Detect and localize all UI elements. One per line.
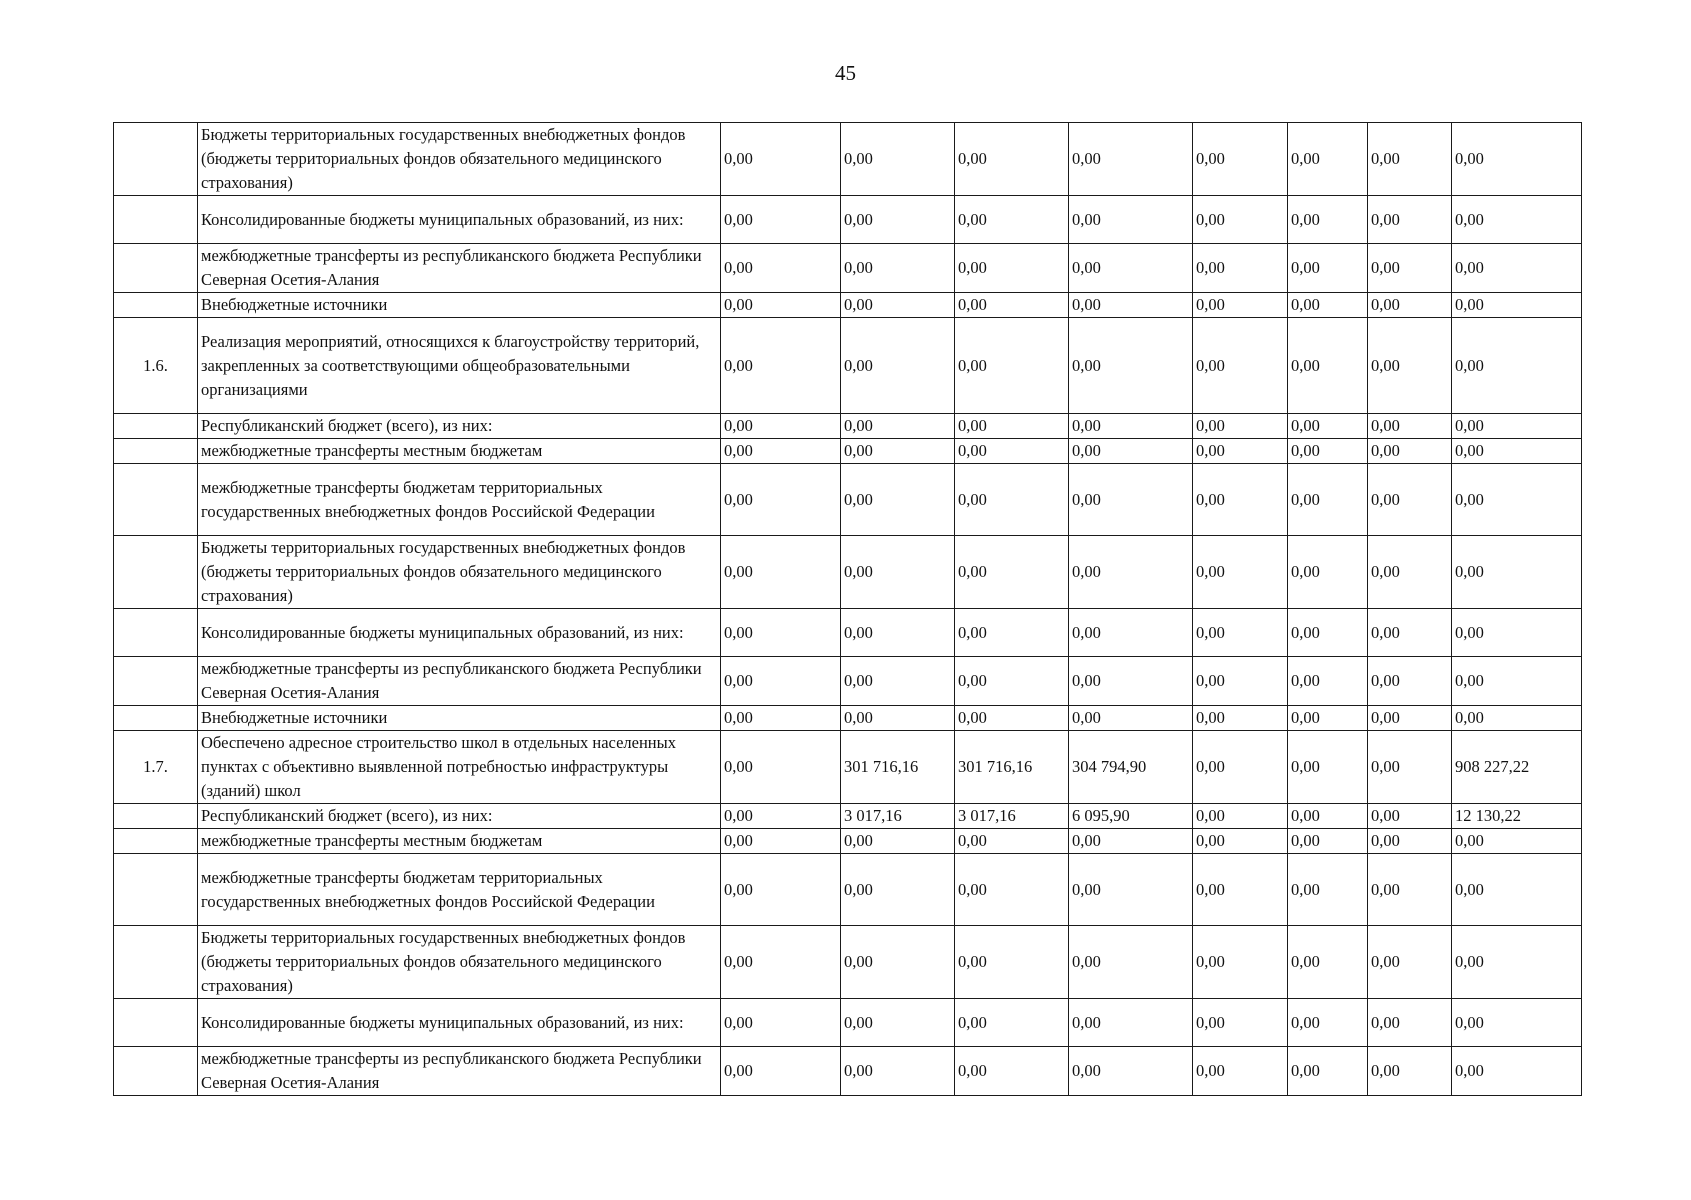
value-cell: 0,00 [1368, 854, 1452, 926]
table-row [114, 293, 1582, 318]
value-cell: 0,00 [1452, 318, 1582, 414]
row-number-cell [114, 609, 198, 657]
value-cell: 0,00 [1288, 414, 1368, 439]
value-cell: 0,00 [841, 318, 955, 414]
value-cell: 0,00 [1368, 123, 1452, 196]
row-description-cell: межбюджетные трансферты бюджетам территориальных государственных внебюджетных фондов Российской Федерации [198, 854, 721, 926]
value-cell: 0,00 [1452, 414, 1582, 439]
value-cell: 0,00 [1368, 829, 1452, 854]
row-number-cell [114, 829, 198, 854]
table-body [114, 123, 1582, 1096]
row-description-cell: Консолидированные бюджеты муниципальных образований, из них: [198, 609, 721, 657]
value-cell: 0,00 [955, 293, 1069, 318]
value-cell: 0,00 [1193, 244, 1288, 293]
row-description-cell: Бюджеты территориальных государственных внебюджетных фондов (бюджеты территориальных фондов обязательного медицинского страхования) [198, 123, 721, 196]
value-cell: 0,00 [721, 244, 841, 293]
table-row [114, 804, 1582, 829]
value-cell: 0,00 [721, 536, 841, 609]
row-number-cell [114, 244, 198, 293]
value-cell: 0,00 [1288, 196, 1368, 244]
value-cell: 0,00 [1368, 731, 1452, 804]
value-cell: 0,00 [1193, 999, 1288, 1047]
row-number-cell [114, 123, 198, 196]
row-number-cell [114, 804, 198, 829]
value-cell: 0,00 [1368, 414, 1452, 439]
value-cell: 0,00 [1193, 318, 1288, 414]
row-number-cell [114, 706, 198, 731]
table-row [114, 706, 1582, 731]
table-row [114, 829, 1582, 854]
value-cell: 6 095,90 [1069, 804, 1193, 829]
row-number-cell [114, 293, 198, 318]
value-cell: 12 130,22 [1452, 804, 1582, 829]
value-cell: 0,00 [721, 414, 841, 439]
value-cell: 0,00 [1193, 731, 1288, 804]
table-row [114, 1047, 1582, 1096]
value-cell: 0,00 [1368, 609, 1452, 657]
value-cell: 0,00 [1069, 657, 1193, 706]
row-description-cell: Консолидированные бюджеты муниципальных образований, из них: [198, 196, 721, 244]
value-cell: 0,00 [1288, 829, 1368, 854]
value-cell: 0,00 [1069, 829, 1193, 854]
value-cell: 0,00 [955, 926, 1069, 999]
value-cell: 0,00 [955, 244, 1069, 293]
value-cell: 0,00 [1193, 196, 1288, 244]
row-number-cell [114, 926, 198, 999]
value-cell: 0,00 [1288, 244, 1368, 293]
value-cell: 0,00 [1452, 123, 1582, 196]
row-description-cell: межбюджетные трансферты местным бюджетам [198, 439, 721, 464]
value-cell: 0,00 [721, 926, 841, 999]
value-cell: 0,00 [841, 293, 955, 318]
row-description-cell: Внебюджетные источники [198, 706, 721, 731]
value-cell: 0,00 [1368, 1047, 1452, 1096]
value-cell: 0,00 [721, 196, 841, 244]
value-cell: 0,00 [1069, 414, 1193, 439]
value-cell: 0,00 [1368, 999, 1452, 1047]
value-cell: 0,00 [1069, 244, 1193, 293]
value-cell: 0,00 [1452, 293, 1582, 318]
value-cell: 0,00 [1193, 926, 1288, 999]
value-cell: 0,00 [1193, 609, 1288, 657]
value-cell: 0,00 [841, 464, 955, 536]
value-cell: 0,00 [1368, 293, 1452, 318]
table-row [114, 926, 1582, 999]
value-cell: 0,00 [955, 536, 1069, 609]
row-description-cell: межбюджетные трансферты бюджетам территориальных государственных внебюджетных фондов Российской Федерации [198, 464, 721, 536]
row-number-cell [114, 999, 198, 1047]
value-cell: 0,00 [721, 999, 841, 1047]
value-cell: 0,00 [1193, 1047, 1288, 1096]
value-cell: 0,00 [955, 439, 1069, 464]
value-cell: 0,00 [1288, 999, 1368, 1047]
table-row [114, 123, 1582, 196]
row-description-cell: Внебюджетные источники [198, 293, 721, 318]
table-row [114, 609, 1582, 657]
value-cell: 0,00 [1069, 123, 1193, 196]
value-cell: 0,00 [721, 706, 841, 731]
value-cell: 0,00 [1288, 293, 1368, 318]
value-cell: 0,00 [955, 414, 1069, 439]
value-cell: 0,00 [1452, 439, 1582, 464]
value-cell: 0,00 [1069, 999, 1193, 1047]
value-cell: 0,00 [721, 318, 841, 414]
value-cell: 301 716,16 [955, 731, 1069, 804]
value-cell: 0,00 [841, 244, 955, 293]
value-cell: 0,00 [955, 464, 1069, 536]
value-cell: 0,00 [1288, 536, 1368, 609]
row-description-cell: межбюджетные трансферты местным бюджетам [198, 829, 721, 854]
value-cell: 0,00 [721, 657, 841, 706]
value-cell: 0,00 [1288, 657, 1368, 706]
value-cell: 304 794,90 [1069, 731, 1193, 804]
value-cell: 0,00 [721, 123, 841, 196]
table-row [114, 196, 1582, 244]
value-cell: 0,00 [721, 854, 841, 926]
row-number-cell [114, 464, 198, 536]
value-cell: 0,00 [1193, 657, 1288, 706]
table-row [114, 854, 1582, 926]
row-description-cell: Республиканский бюджет (всего), из них: [198, 804, 721, 829]
row-description-cell: Консолидированные бюджеты муниципальных образований, из них: [198, 999, 721, 1047]
row-description-cell: Обеспечено адресное строительство школ в отдельных населенных пунктах с объективно выявленной потребностью инфраструктуры (зданий) школ [198, 731, 721, 804]
row-description-cell: Бюджеты территориальных государственных внебюджетных фондов (бюджеты территориальных фондов обязательного медицинского страхования) [198, 926, 721, 999]
value-cell: 0,00 [1193, 854, 1288, 926]
value-cell: 0,00 [841, 999, 955, 1047]
value-cell: 3 017,16 [841, 804, 955, 829]
value-cell: 0,00 [1368, 196, 1452, 244]
value-cell: 0,00 [721, 464, 841, 536]
value-cell: 908 227,22 [1452, 731, 1582, 804]
value-cell: 0,00 [1069, 464, 1193, 536]
row-description-cell: Реализация мероприятий, относящихся к благоустройству территорий, закрепленных за соответствующими общеобразовательными организациями [198, 318, 721, 414]
value-cell: 0,00 [955, 609, 1069, 657]
value-cell: 0,00 [841, 926, 955, 999]
value-cell: 0,00 [1288, 609, 1368, 657]
value-cell: 0,00 [841, 414, 955, 439]
value-cell: 3 017,16 [955, 804, 1069, 829]
row-number-cell [114, 1047, 198, 1096]
value-cell: 0,00 [841, 536, 955, 609]
value-cell: 0,00 [1368, 464, 1452, 536]
value-cell: 0,00 [1069, 439, 1193, 464]
value-cell: 0,00 [841, 657, 955, 706]
value-cell: 0,00 [1193, 829, 1288, 854]
value-cell: 0,00 [1288, 464, 1368, 536]
table-row [114, 999, 1582, 1047]
row-description-cell: межбюджетные трансферты из республиканского бюджета Республики Северная Осетия-Алания [198, 657, 721, 706]
value-cell: 0,00 [1288, 1047, 1368, 1096]
value-cell: 0,00 [955, 706, 1069, 731]
value-cell: 0,00 [721, 293, 841, 318]
row-number-cell [114, 196, 198, 244]
value-cell: 0,00 [1288, 123, 1368, 196]
value-cell: 0,00 [1193, 123, 1288, 196]
value-cell: 0,00 [721, 439, 841, 464]
value-cell: 0,00 [1368, 706, 1452, 731]
value-cell: 0,00 [1288, 318, 1368, 414]
value-cell: 0,00 [1452, 464, 1582, 536]
value-cell: 0,00 [1288, 439, 1368, 464]
row-description-cell: межбюджетные трансферты из республиканского бюджета Республики Северная Осетия-Алания [198, 244, 721, 293]
value-cell: 0,00 [1452, 829, 1582, 854]
value-cell: 0,00 [955, 854, 1069, 926]
value-cell: 0,00 [955, 829, 1069, 854]
table-row [114, 657, 1582, 706]
value-cell: 0,00 [1368, 536, 1452, 609]
value-cell: 0,00 [955, 196, 1069, 244]
value-cell: 0,00 [1288, 854, 1368, 926]
value-cell: 0,00 [841, 196, 955, 244]
value-cell: 0,00 [1368, 804, 1452, 829]
value-cell: 0,00 [955, 1047, 1069, 1096]
row-description-cell: Республиканский бюджет (всего), из них: [198, 414, 721, 439]
value-cell: 0,00 [1069, 293, 1193, 318]
row-description-cell: межбюджетные трансферты из республиканского бюджета Республики Северная Осетия-Алания [198, 1047, 721, 1096]
value-cell: 0,00 [1368, 318, 1452, 414]
value-cell: 0,00 [1452, 706, 1582, 731]
value-cell: 0,00 [1193, 439, 1288, 464]
value-cell: 0,00 [1193, 293, 1288, 318]
value-cell: 0,00 [841, 1047, 955, 1096]
value-cell: 0,00 [1069, 196, 1193, 244]
row-number-cell [114, 657, 198, 706]
page-number: 45 [835, 61, 856, 85]
value-cell: 0,00 [955, 999, 1069, 1047]
value-cell: 0,00 [721, 1047, 841, 1096]
value-cell: 0,00 [1069, 854, 1193, 926]
row-number-cell [114, 854, 198, 926]
value-cell: 0,00 [1288, 706, 1368, 731]
row-description-cell: Бюджеты территориальных государственных внебюджетных фондов (бюджеты территориальных фондов обязательного медицинского страхования) [198, 536, 721, 609]
value-cell: 0,00 [955, 123, 1069, 196]
value-cell: 0,00 [721, 731, 841, 804]
table-row [114, 731, 1582, 804]
value-cell: 301 716,16 [841, 731, 955, 804]
value-cell: 0,00 [841, 123, 955, 196]
value-cell: 0,00 [1368, 926, 1452, 999]
row-number-cell [114, 414, 198, 439]
table-row [114, 536, 1582, 609]
value-cell: 0,00 [721, 804, 841, 829]
value-cell: 0,00 [1452, 244, 1582, 293]
row-number-cell [114, 439, 198, 464]
value-cell: 0,00 [1452, 196, 1582, 244]
value-cell: 0,00 [1288, 926, 1368, 999]
value-cell: 0,00 [1452, 1047, 1582, 1096]
row-number-cell: 1.6. [114, 318, 198, 414]
table-row [114, 318, 1582, 414]
value-cell: 0,00 [721, 829, 841, 854]
value-cell: 0,00 [1193, 464, 1288, 536]
value-cell: 0,00 [1069, 609, 1193, 657]
table-row [114, 414, 1582, 439]
value-cell: 0,00 [841, 829, 955, 854]
value-cell: 0,00 [1452, 926, 1582, 999]
budget-table [113, 122, 1582, 1096]
table-row [114, 244, 1582, 293]
value-cell: 0,00 [1368, 657, 1452, 706]
value-cell: 0,00 [1193, 706, 1288, 731]
value-cell: 0,00 [1368, 439, 1452, 464]
value-cell: 0,00 [1288, 804, 1368, 829]
value-cell: 0,00 [1193, 536, 1288, 609]
value-cell: 0,00 [1452, 999, 1582, 1047]
row-number-cell [114, 536, 198, 609]
value-cell: 0,00 [1452, 536, 1582, 609]
table-row [114, 464, 1582, 536]
value-cell: 0,00 [1452, 657, 1582, 706]
value-cell: 0,00 [1288, 731, 1368, 804]
value-cell: 0,00 [1069, 706, 1193, 731]
value-cell: 0,00 [1452, 854, 1582, 926]
value-cell: 0,00 [841, 706, 955, 731]
value-cell: 0,00 [841, 609, 955, 657]
value-cell: 0,00 [721, 609, 841, 657]
value-cell: 0,00 [1069, 1047, 1193, 1096]
value-cell: 0,00 [1368, 244, 1452, 293]
value-cell: 0,00 [1193, 414, 1288, 439]
value-cell: 0,00 [1069, 926, 1193, 999]
table-row [114, 439, 1582, 464]
value-cell: 0,00 [841, 854, 955, 926]
value-cell: 0,00 [955, 318, 1069, 414]
value-cell: 0,00 [1069, 318, 1193, 414]
value-cell: 0,00 [1069, 536, 1193, 609]
value-cell: 0,00 [1452, 609, 1582, 657]
value-cell: 0,00 [1193, 804, 1288, 829]
value-cell: 0,00 [955, 657, 1069, 706]
row-number-cell: 1.7. [114, 731, 198, 804]
value-cell: 0,00 [841, 439, 955, 464]
